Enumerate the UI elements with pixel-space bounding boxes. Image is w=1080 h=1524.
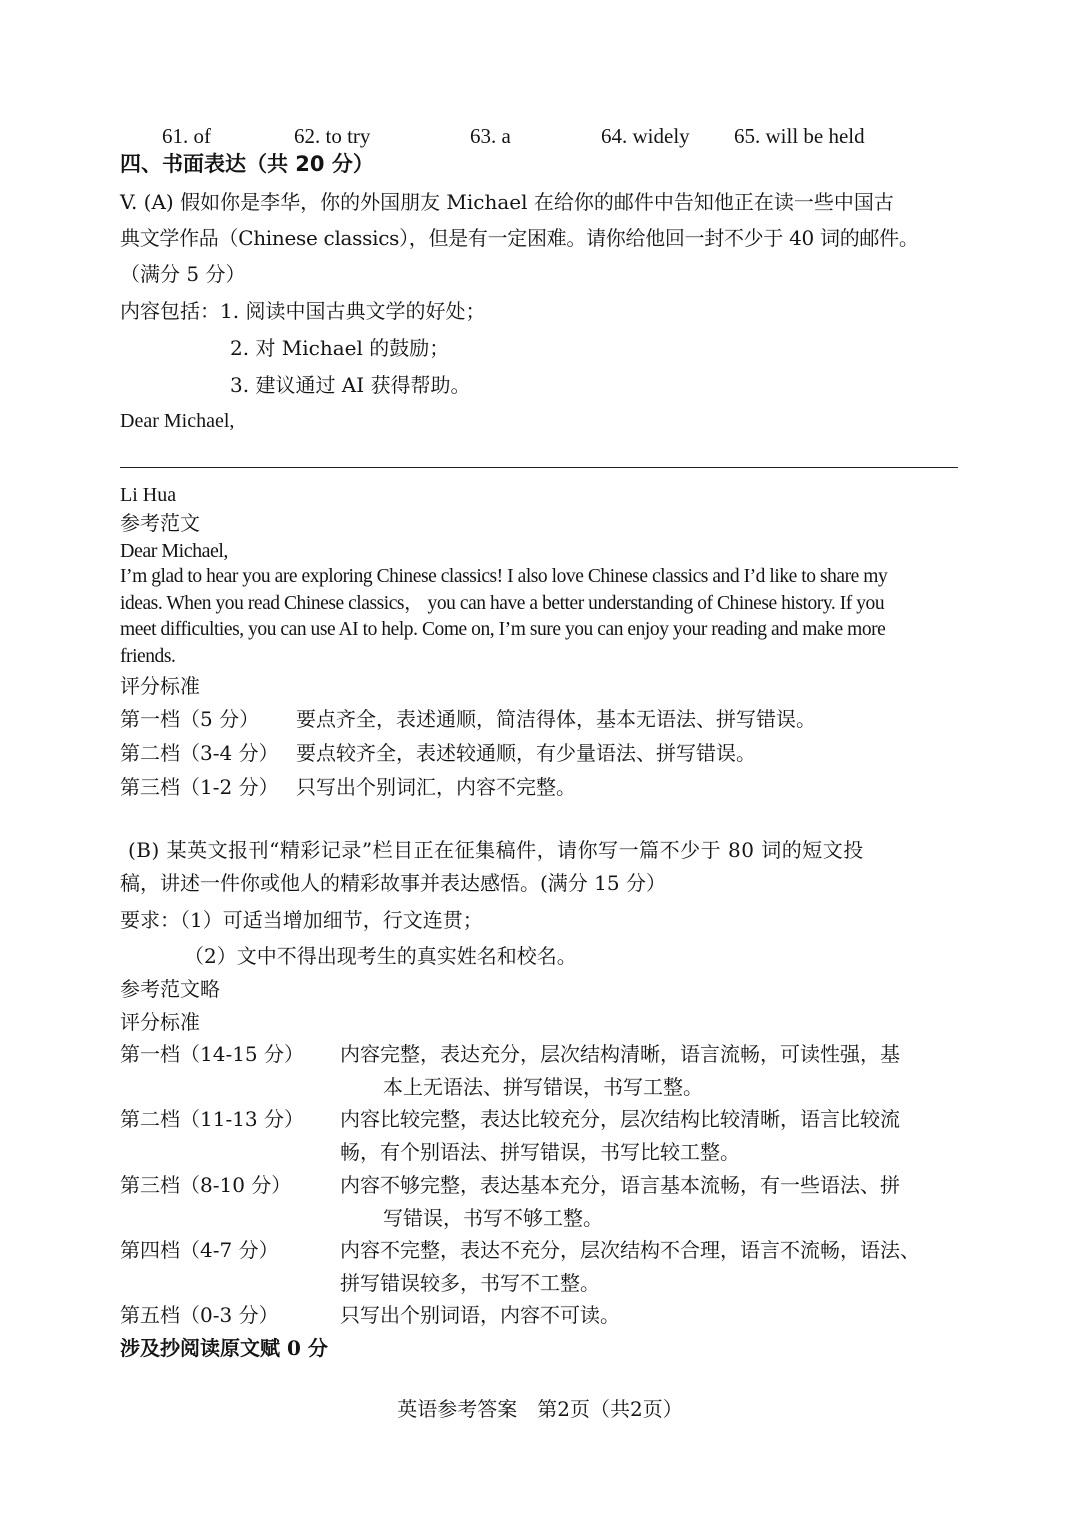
sample-essay-line: meet difficulties, you can use AI to help. Come on, I’m sure you can enjoy your reading and make more [120,619,886,640]
sample-essay-line: I’m glad to hear you are exploring Chinese classics! I also love Chinese classics and I’d like to share my [120,566,888,587]
part-b-criteria-desc-3a: 内容不够完整，表达基本充分，语言基本流畅，有一些语法、拼 [340,1173,900,1197]
part-b-criteria-level-3: 第三档（8-10 分） [120,1173,292,1197]
part-a-sample-salutation: Dear Michael, [120,540,228,562]
part-b-criteria-desc-1b: 本上无语法、拼写错误，书写工整。 [383,1075,703,1099]
section-heading: 四、书面表达（共 20 分） [120,152,374,176]
part-b-criteria-desc-4b: 拼写错误较多，书写不工整。 [340,1271,600,1295]
part-b-criteria-heading: 评分标准 [120,1010,200,1034]
part-b-note: 涉及抄阅读原文赋 0 分 [120,1336,328,1360]
part-b-prompt-line-1: (B) 某英文报刊“精彩记录”栏目正在征集稿件，请你写一篇不少于 80 词的短文投 [128,838,864,862]
part-b-criteria-desc-1a: 内容完整，表达充分，层次结构清晰，语言流畅，可读性强，基 [340,1042,900,1066]
part-b-prompt-line-2: 稿，讲述一件你或他人的精彩故事并表达感悟。(满分 15 分） [120,871,666,895]
part-b-criteria-level-1: 第一档（14-15 分） [120,1042,305,1066]
part-a-signature: Li Hua [120,484,177,506]
sample-essay-line: friends. [120,645,176,667]
writing-line [120,467,958,468]
part-a-criteria-level-3: 第三档（1-2 分） [120,775,279,799]
part-b-criteria-desc-2a: 内容比较完整，表达比较充分，层次结构比较清晰，语言比较流 [340,1107,900,1131]
part-a-content-item-2: 2. 对 Michael 的鼓励； [230,336,450,360]
part-a-criteria-desc-1: 要点齐全，表述通顺，简洁得体，基本无语法、拼写错误。 [296,707,816,731]
part-b-requirement-2: （2）文中不得出现考生的真实姓名和校名。 [184,944,577,968]
part-a-criteria-level-2: 第二档（3-4 分） [120,741,279,765]
part-b-criteria-desc-3b: 写错误，书写不够工整。 [383,1206,603,1230]
part-a-prompt-line-1: V. (A) 假如你是李华，你的外国朋友 Michael 在给你的邮件中告知他正在读一些中国古 [120,190,894,214]
sample-essay [120,564,965,670]
part-b-criteria-level-5: 第五档（0-3 分） [120,1303,279,1327]
answer-61: 61. of [162,124,211,148]
part-a-prompt-line-2: 典文学作品（Chinese classics），但是有一定困难。请你给他回一封不少于 40 词的邮件。 [120,226,919,250]
answer-63: 63. a [470,124,511,148]
part-a-content-item-3: 3. 建议通过 AI 获得帮助。 [230,373,471,397]
part-a-criteria-heading: 评分标准 [120,674,200,698]
part-b-criteria-level-4: 第四档（4-7 分） [120,1238,279,1262]
part-b-criteria-desc-5a: 只写出个别词语，内容不可读。 [340,1303,620,1327]
part-b-criteria-desc-4a: 内容不完整，表达不充分，层次结构不合理，语言不流畅，语法、 [340,1238,920,1262]
answer-65: 65. will be held [734,124,865,148]
part-a-criteria-desc-3: 只写出个别词汇，内容不完整。 [296,775,576,799]
part-a-salutation: Dear Michael, [120,410,235,432]
part-a-criteria-desc-2: 要点较齐全，表述较通顺，有少量语法、拼写错误。 [296,741,756,765]
part-b-criteria-level-2: 第二档（11-13 分） [120,1107,305,1131]
part-a-criteria-level-1: 第一档（5 分） [120,707,260,731]
answer-64: 64. widely [601,124,690,148]
answer-62: 62. to try [294,124,371,148]
part-a-sample-heading: 参考范文 [120,511,200,535]
part-b-requirement-1: 要求：（1）可适当增加细节，行文连贯； [120,908,483,932]
part-a-prompt-line-3: （满分 5 分） [120,262,246,286]
part-b-sample-note: 参考范文略 [120,977,220,1001]
part-a-content-label: 内容包括：1. 阅读中国古典文学的好处； [120,299,486,323]
part-b-criteria-desc-2b: 畅，有个别语法、拼写错误，书写比较工整。 [340,1140,740,1164]
page-footer: 英语参考答案 第2页（共2页） [397,1397,683,1421]
sample-essay-line: ideas. When you read Chinese classics， you can have a better understanding of Chinese history. If you [120,592,885,614]
